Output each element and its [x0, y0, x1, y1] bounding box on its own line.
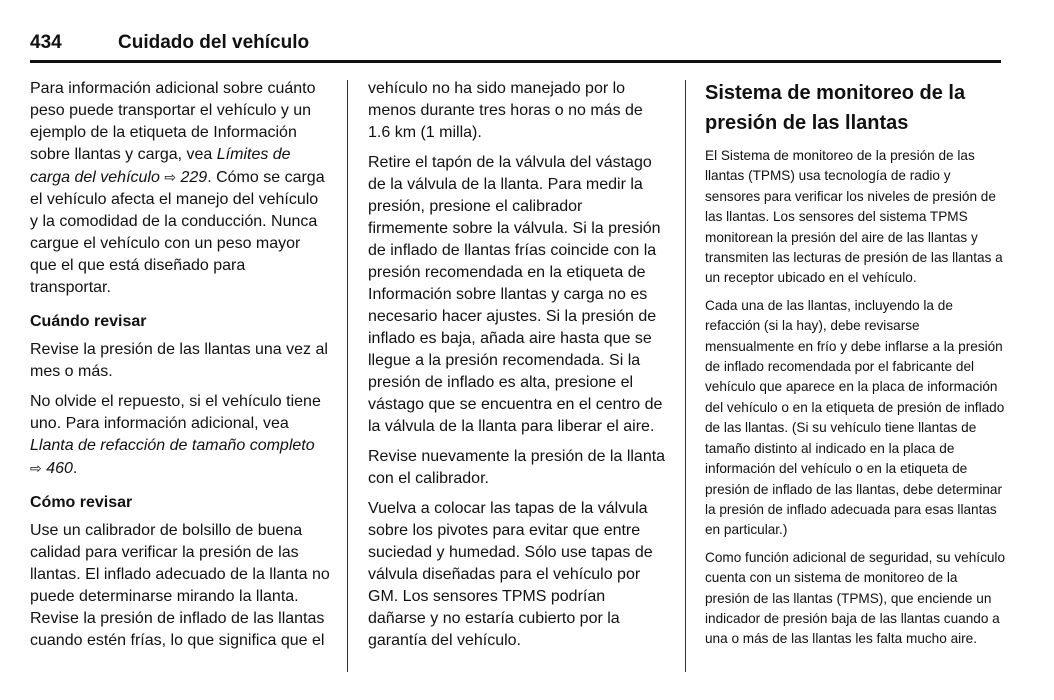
spare-tire-link[interactable]: Llanta de refacción de tamaño completo — [30, 437, 315, 454]
paragraph-cold-tires: vehículo no ha sido manejado por lo menos durante tres horas o no más de 1.6 km (1 milla). — [368, 80, 643, 141]
heading-como-revisar: Cómo revisar — [30, 494, 133, 511]
page-ref-arrow-icon: ⇨ — [30, 460, 42, 476]
column-1 — [30, 78, 330, 660]
page-ref-229[interactable]: 229 — [180, 169, 208, 186]
page-ref-460[interactable]: 460 — [46, 460, 73, 477]
column-3 — [705, 78, 1005, 657]
paragraph-load-info: Para información adicional sobre cuánto peso puede transportar el vehículo y un ejemplo de la etiqueta de Información sobre llantas y carga, vea Límites de carga del vehículo ⇨ 229. Cómo se carga el vehículo afecta el manejo del vehículo y la comodidad de la conducción. Nunca cargue el vehículo con un peso mayor que el que está diseñado para transportar. — [30, 80, 325, 296]
paragraph-recheck: Revise nuevamente la presión de la llanta con el calibrador. — [368, 448, 666, 487]
paragraph-tpms-intro: El Sistema de monitoreo de la presión de las llantas (TPMS) usa tecnología de radio y sensores para verificar los niveles de presión de las llantas. Los sensores del sistema TPMS monitorean la presión del aire de las llantas y transmiten las lecturas de presión de las llantas a un receptor ubicado en el vehículo. — [705, 148, 1003, 286]
paragraph-spare: No olvide el repuesto, si el vehículo tiene uno. Para información adicional, vea Llanta de refacción de tamaño completo ⇨ 460. — [30, 393, 321, 477]
section-title: Cuidado del vehículo — [118, 32, 310, 53]
page-ref-arrow-icon: ⇨ — [164, 169, 177, 185]
column-divider-1 — [347, 80, 348, 672]
load-limits-link[interactable]: Límites de carga del vehículo — [30, 146, 291, 186]
paragraph-remove-cap: Retire el tapón de la válvula del vástago de la válvula de la llanta. Para medir la presión, presione el calibrador firmemente sobre la válvula. Si la presión de inflado de llantas frías coincide con la presión recomendada en la etiqueta de Información sobre llantas y carga no es necesario hacer ajustes. Si la presión de inflado es baja, añada aire hasta que se llegue a la presión recomendada. Si la presión de inflado es alta, presione el vástago que se encuentra en el centro de la válvula de la llanta para liberar el aire. — [368, 154, 663, 435]
column-divider-2 — [685, 80, 686, 672]
paragraph-gauge: Use un calibrador de bolsillo de buena calidad para verificar la presión de las llantas. El inflado adecuado de la llanta no puede determinarse mirando la llanta. Revise la presión de inflado de las llantas cuando estén frías, lo que significa que el — [30, 522, 330, 649]
page-number: 434 — [30, 32, 62, 53]
paragraph-tpms-safety: Como función adicional de seguridad, su vehículo cuenta con un sistema de monitoreo de la presión de las llantas (TPMS), que enciende un indicador de presión baja de las llantas cuando a una o más de las llantas les falta mucho aire. — [705, 549, 1006, 647]
paragraph-tpms-monthly: Cada una de las llantas, incluyendo la de refacción (si la hay), debe revisarse mensualmente en frío y debe inflarse a la presión de inflado recomendada por el fabricante del vehículo que aparece en la placa de información del vehículo o en la etiqueta de presión de inflado de las llantas. (Si su vehículo tiene llantas de tamaño distinto al indicado en la placa de información del vehículo o en la etiqueta de presión de inflado de las llantas, debe determinar la presión de inflado adecuada para esas llantas en particular.) — [705, 297, 1005, 538]
heading-tpms: Sistema de monitoreo de la presión de las llantas — [705, 82, 966, 134]
paragraph-monthly-check: Revise la presión de las llantas una vez al mes o más. — [30, 341, 328, 380]
page-header — [30, 30, 1001, 64]
paragraph-replace-caps: Vuelva a colocar las tapas de la válvula sobre los pivotes para evitar que entre suciedad y humedad. Sólo use tapas de válvula diseñadas para el vehículo por GM. Los sensores TPMS podrían dañarse y no estaría cubierto por la garantía del vehículo. — [368, 500, 653, 649]
header-rule — [30, 60, 1001, 63]
heading-cuando-revisar: Cuándo revisar — [30, 313, 147, 330]
column-2 — [368, 78, 666, 660]
